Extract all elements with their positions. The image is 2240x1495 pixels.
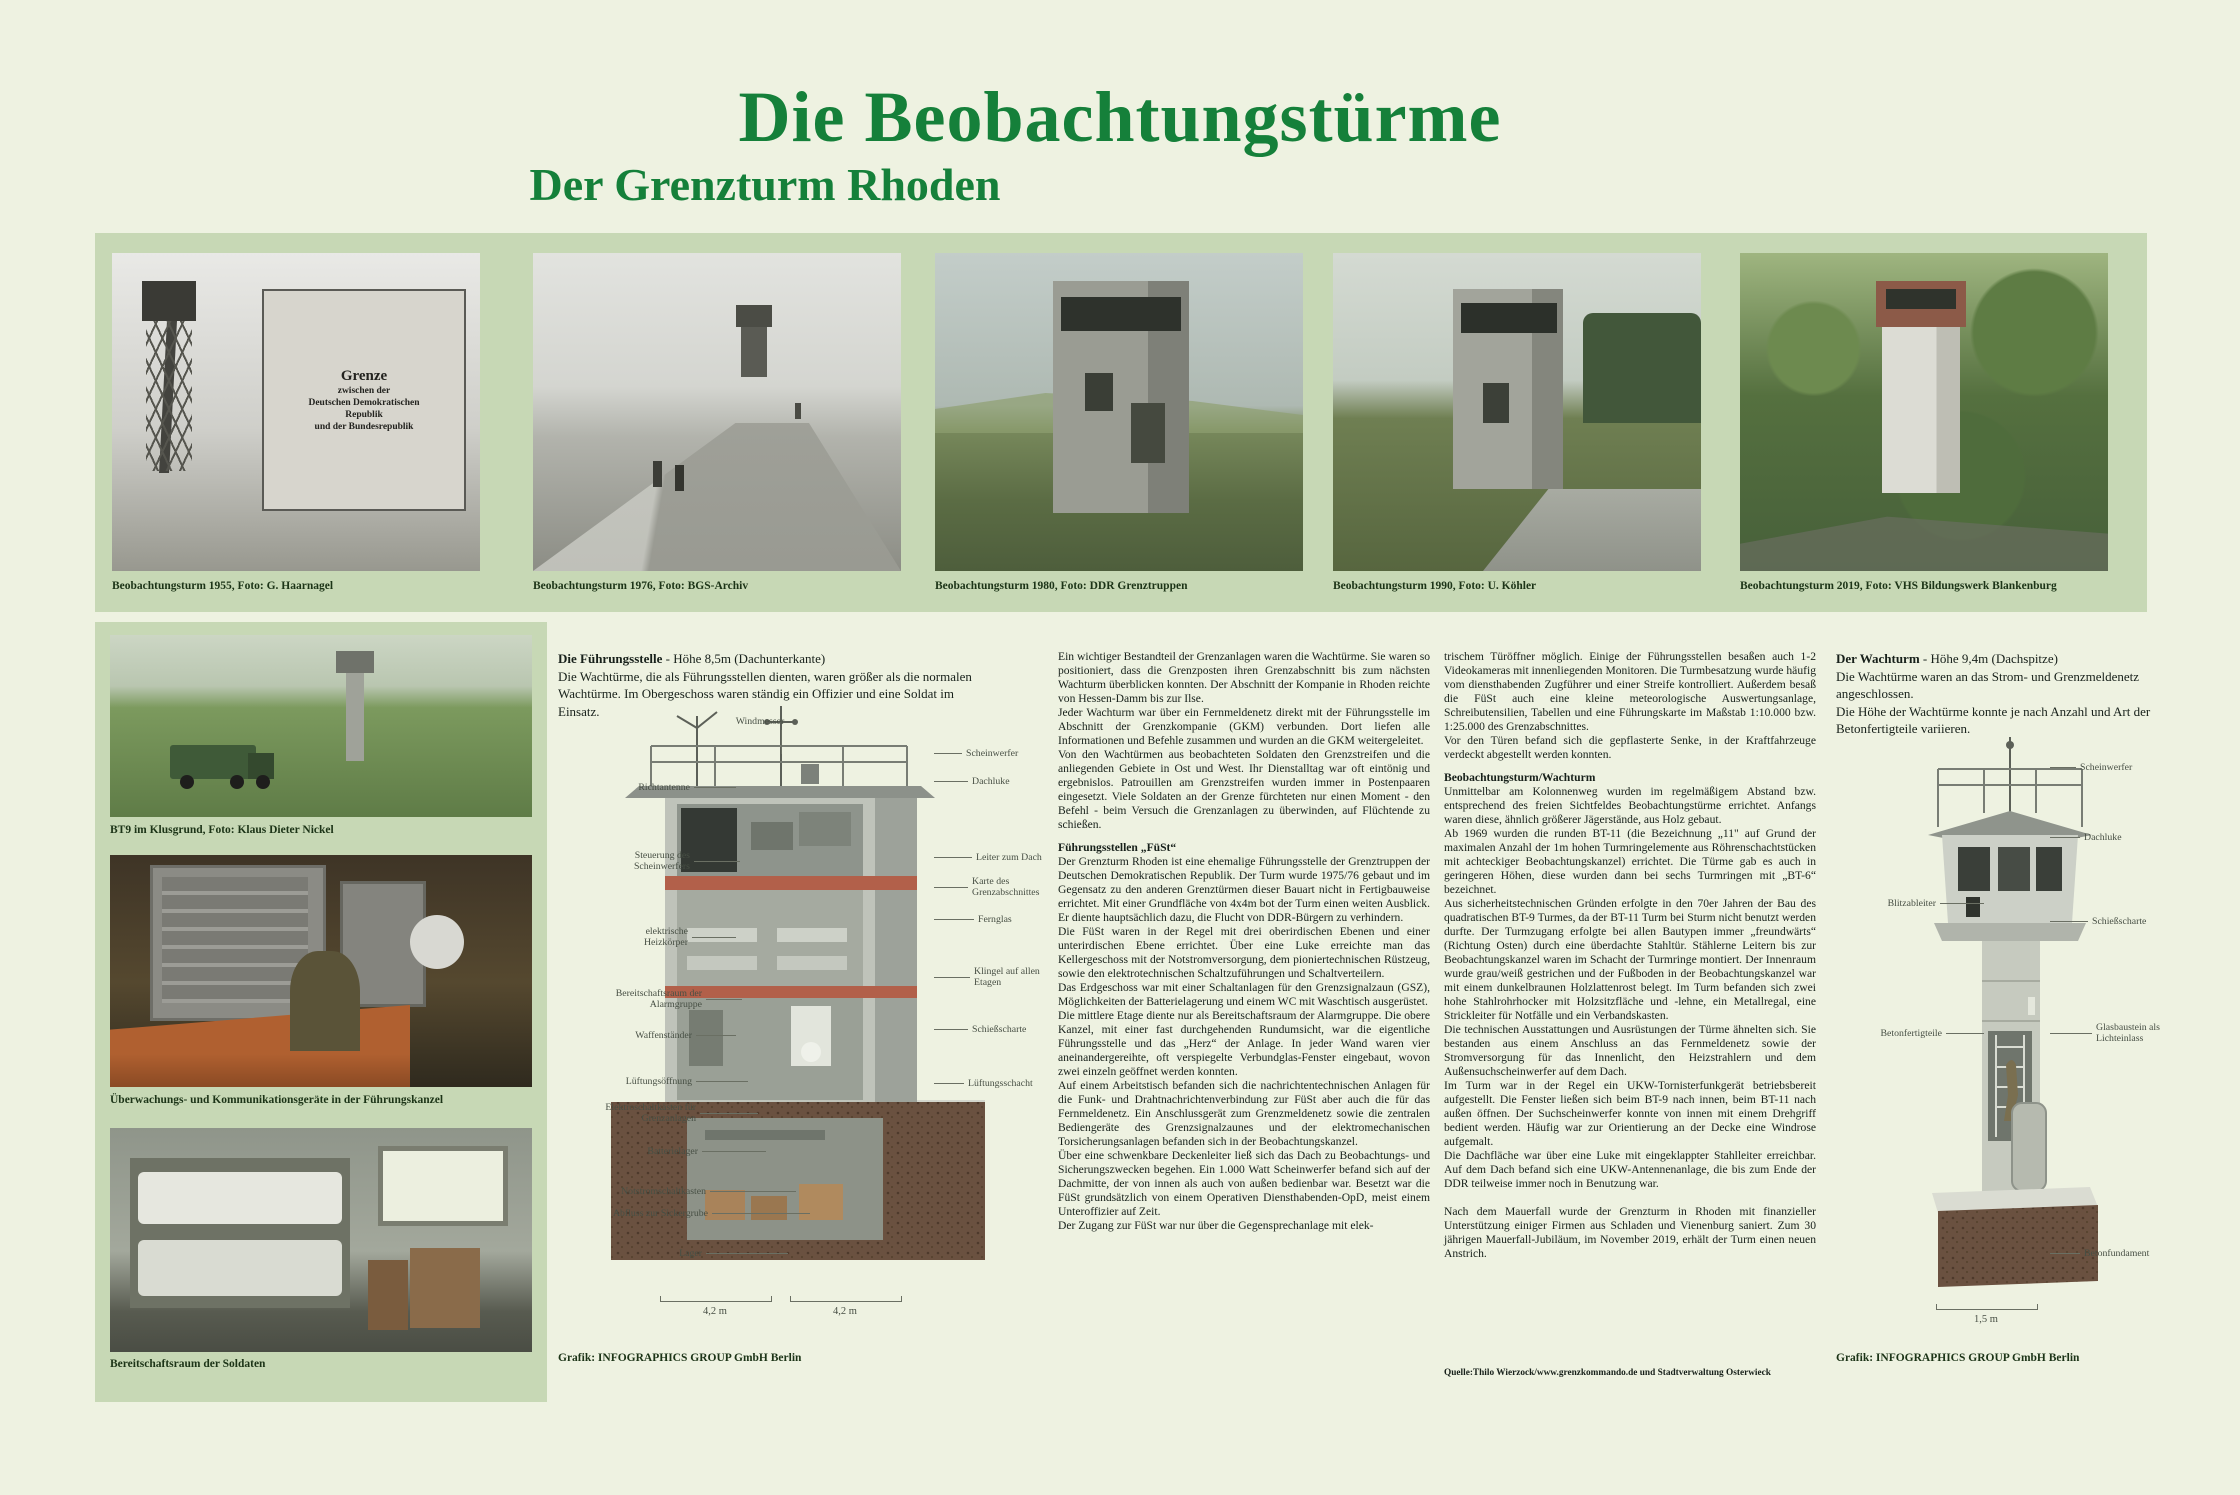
tower-cabin-silhouette: [142, 281, 196, 321]
border-sign: [262, 289, 466, 511]
tower-opening: [1483, 383, 1509, 423]
wooden-chair: [368, 1260, 408, 1330]
bunk-bedding-top: [138, 1172, 342, 1224]
photo-1955: [112, 253, 480, 571]
paragraph: Auf einem Arbeitstisch befanden sich die nachrichtentechnischen Anlagen für die Funk- und Drahtnachrichtenverbindung zur FüSt aber auch die für das Fernmeldenetz. Ein Anschlussgerät zum Grenzmeldenetz sowie die zentralen Bediengeräte des Grenzsignalzaunes und der elektromechanischen Torsicherungsanlagen befanden sich in der Beobachtungskanzel.: [1058, 1079, 1430, 1148]
source-line: Quelle:Thilo Wierzock/www.grenzkommando.de und Stadtverwaltung Osterwieck: [1444, 1368, 1771, 1378]
sign-line: Deutschen Demokratischen: [308, 397, 420, 408]
diagram-label-glasbaustein: Glasbaustein als Lichteinlass: [2046, 1022, 2216, 1044]
sign-line: Republik: [345, 409, 383, 420]
truck-wheel: [230, 775, 244, 789]
photo-1976: [533, 253, 901, 571]
patrol-path: [533, 423, 901, 571]
diagram-label-betonfundament: Betonfundament: [2046, 1248, 2196, 1259]
sign-line: zwischen der: [337, 385, 391, 396]
paragraph: Vor den Türen befand sich die gepflasterte Senke, in der Kraftfahrzeuge verdeckt abgestellt werden konnten.: [1444, 734, 1816, 761]
section-heading-fuest: Führungsstellen „FüSt“: [1058, 841, 1177, 854]
diagram-label-schiessscharte: Schießscharte: [930, 1024, 1090, 1035]
paragraph: Die Dachfläche war über eine Luke mit eingeklappter Stahlleiter erreichbar. Auf dem Dach befand sich eine UKW-Antennenanlage, die bis zum Ende der DDR teilweise immer noch in Benutzung war.: [1444, 1149, 1816, 1190]
tower-door: [1131, 403, 1165, 463]
soldier: [290, 951, 360, 1051]
diagram-label-dachluke-wt: Dachluke: [2046, 832, 2196, 843]
diagram-label-schiessscharte-wt: Schießscharte: [2046, 916, 2196, 927]
diagram-label-waffenstaender: Waffenständer: [556, 1030, 740, 1041]
dimension-bracket: [790, 1296, 902, 1302]
road: [1483, 489, 1701, 571]
paragraph: Von den Wachtürmen aus beobachteten Soldaten den Grenzstreifen und die anliegenden Gebiete in Ost und West. Ihr Dienstalltag war oft eintönig und ergebnislos. Patrouillen am Grenzstreifen wurden immer in Postenpaaren eingesetzt. Viele Soldaten an der Grenze fürchteten nur einen Moment - den Befehl - beim Versuch die Grenzanlagen zu überwinden, auf Flüchtende zu schießen.: [1058, 748, 1430, 831]
dimension-bracket: [660, 1296, 772, 1302]
leader-line: [781, 730, 782, 754]
paragraph: Nach dem Mauerfall wurde der Grenzturm in Rhoden mit finanzieller Unterstützung einiger Firmen aus Schladen und Vienenburg saniert. Zum 30 jährigen Mauerfall-Jubiläum, im November 2019, erhält der Turm einen neuen Anstrich.: [1444, 1205, 1816, 1260]
paragraph: Aus sicherheitstechnischen Gründen erfolgte in den 70er Jahren der Bau des quadratischen BT-9 Turmes, da der BT-11 Turm bei Sturm nicht benutzt werden durfte. Der Turmzugang erfolgte bei allen Bautypen immer „freundwärts“ (Richtung Osten) durch eine überdachte Stahltür. Stählerne Leitern bis zur Beobachtungskanzel waren im Schacht der Turmringe montiert. Der Innenraum wurde grau/weiß gestrichen und der Fußboden in der Beobachtungskanzel war mit einem dunkelbraunen Holzlattenrost belegt. Im Turm befanden sich zwei hohe Stahlrohrhocker mit Holzsitzfläche und -lehne, ein Metallregal, eine Strickleiter für Notfälle und ein Verbandskasten.: [1444, 897, 1816, 1022]
diagram-label-notstromschaltkasten: Notstromschaltkasten: [556, 1186, 800, 1197]
paragraph: Im Turm war in der Regel ein UKW-Tornisterfunkgerät betriebsbereit aufgestellt. Die Fenster ließen sich beim BT-9 nach innen, beim BT-11 nach außen öffnen. Der Suchscheinwerfer konnte von innen mit einem Drehgriff bedient werden. Häufig war zur Orientierung an der Decke eine Windrose aufgemalt.: [1444, 1079, 1816, 1148]
diagram-label-lueftungsschacht: Lüftungsschacht: [930, 1078, 1090, 1089]
tower-cabin-silhouette: [736, 305, 772, 327]
photo-caption: Überwachungs- und Kommunikationsgeräte in der Führungskanzel: [110, 1094, 444, 1106]
diagram-label-steuerung: Steuerung des Scheinwerfers: [556, 850, 744, 872]
diagram-label-leiter: Leiter zum Dach: [930, 852, 1090, 863]
wachturm-heading-suffix: - Höhe 9,4m (Dachspitze): [1919, 651, 2058, 666]
diagram-label-karte: Karte des Grenzabschnittes: [930, 876, 1100, 898]
diagram-label-lager: Lager: [556, 1248, 792, 1259]
equipment-modules: [162, 877, 308, 1003]
wachturm-intro-text-1: Die Wachtürme waren an das Strom- und Grenzmeldenetz angeschlossen.: [1836, 668, 2140, 701]
paragraph: Die mittlere Etage diente nur als Bereitschaftsraum der Alarmgruppe. Die obere Kanzel, mit einer fast durchgehenden Rundumsicht, war die eigentliche Führungsstelle und das „Herz“ der Anlage. In jeder Wand waren vier aneinandergereihte, oft verspiegelte Verbundglas-Fenster eingebaut, wovon zwei einzeln geöffnet werden konnten.: [1058, 1009, 1430, 1078]
diagram-label-klingel: Klingel auf allen Etagen: [930, 966, 1090, 988]
paragraph: Die technischen Ausstattungen und Ausrüstungen der Türme ähnelten sich. Sie bestanden aus einem Anschluss an das Fernmeldenetz sowie der Stromversorgung für das Innenlicht, den Heizstrahlern und dem Außensuchscheinwerfer auf dem Dach.: [1444, 1023, 1816, 1078]
photo-1990: [1333, 253, 1701, 571]
page-subtitle: Der Grenzturm Rhoden: [529, 159, 1001, 210]
text-column-2: [1444, 650, 1816, 1261]
photo-caption: Beobachtungsturm 1980, Foto: DDR Grenztruppen: [935, 580, 1188, 592]
dimension-label: 4,2 m: [833, 1306, 857, 1317]
photo-caption: Beobachtungsturm 1990, Foto: U. Köhler: [1333, 580, 1537, 592]
tower-windows: [1061, 297, 1181, 331]
diagram-label-heizkoerper: elektrische Heizkörper: [556, 926, 740, 948]
paragraph: trischem Türöffner möglich. Einige der Führungsstellen besaßen auch 1-2 Videokameras mit innenliegenden Monitoren. Die Turmbesatzung wurde häufig vom diensthabenden Zugführer und einer Streife kontrolliert. Außerdem besaß die FüSt auch eine kleine meteorologische Auswertungsanlage, Schreibutensilien, Tabellen und eine Führungskarte im Maßstab 1:10.000 bzw. 1:25.000 des Grenzabschnittes.: [1444, 650, 1816, 733]
fuehrungsstelle-intro-text: Die Wachtürme, die als Führungsstellen dienten, waren größer als die normalen Wachtürme. Im Obergeschoss waren ständig ein Offizier und eine Soldat im Einsatz.: [558, 668, 972, 719]
figure: [795, 403, 801, 419]
diagram-label-windmesser: Windmesser: [735, 716, 785, 727]
fuehrungsstelle-heading-suffix: - Höhe 8,5m (Dachunterkante): [662, 651, 826, 666]
wachturm-intro: [1836, 650, 2176, 738]
diagram-label-betonfertigteile: Betonfertigteile: [1788, 1028, 1988, 1039]
tower-windows: [1461, 303, 1557, 333]
diagram-label-bereitschaftsraum: Bereitschaftsraum der Alarmgruppe: [556, 988, 746, 1010]
figure: [653, 461, 662, 487]
paragraph: Unmittelbar am Kolonnenweg wurden im regelmäßigem Abstand bzw. entsprechend des freien Sichtfeldes Beobachtungstürme errichtet. Anfangs waren diese, ähnlich größerer Jägerstände, aus Holz gebaut.: [1444, 785, 1816, 826]
diagram-label-abfluss: Abfluss zur Sickergrube: [556, 1208, 814, 1219]
tower-opening: [1085, 373, 1113, 411]
paragraph: Der Grenzturm Rhoden ist eine ehemalige Führungsstelle der Grenztruppen der Deutschen Demokratischen Republik. Der Turm wurde 1975/76 gebaut und im Gegensatz zu den anderen Grenztürmen dieser Bauart nicht in Fertigbauweise errichtet. Mit einer Grundfläche von 4x4m bot der Turm einen weiten Ausblick. Er diente hauptsächlich dazu, die Flucht von DDR-Bürgern zu verhindern.: [1058, 855, 1430, 924]
trees: [1583, 313, 1701, 423]
diagram-label-batterielager: Batterielager: [556, 1146, 770, 1157]
tower-lattice: [146, 321, 192, 471]
diagram-label-blitzableiter: Blitzableiter: [1788, 898, 1988, 909]
dimension-label: 4,2 m: [703, 1306, 727, 1317]
figure: [675, 465, 684, 491]
tower-cabin: [336, 651, 374, 673]
diagram-credit: Grafik: INFOGRAPHICS GROUP GmbH Berlin: [558, 1352, 802, 1364]
paragraph: Ab 1969 wurden die runden BT-11 (die Bezeichnung „11" auf Grund der maximalen Anzahl der 1m hohen Turmringelemente aus Röhrenschachtstücken mit achteckiger Beobachtungskanzel) errichtet. Die Türme gab es auch in geringeren Höhen, diese wurden dann bei sechs Turmringen mit „BT-6“ bezeichnet.: [1444, 827, 1816, 896]
fan: [410, 915, 464, 969]
paragraph: Jeder Wachturm war über ein Fernmeldenetz direkt mit der Führungsstelle im Abschnitt der Grenzkompanie (GKM) verbunden. Dort liefen alle Informationen und Befehle zusammen und wurden an die GKM weitergeleitet.: [1058, 706, 1430, 747]
paragraph: Über eine schwenkbare Deckenleiter ließ sich das Dach zu Beobachtungs- und Sicherungszwecken begehen. Ein 1.000 Watt Scheinwerfer befand sich auf der Dachmitte, der von innen als auch von außen bedienbar war. Besetzt war die FüSt grundsätzlich von einem Operativen Diensthabenden-OpD, meist einem Unteroffizier auf Zeit.: [1058, 1149, 1430, 1218]
photo-fuehrungskanzel-interior: [110, 855, 532, 1087]
dimension-bracket: [1936, 1304, 2038, 1310]
diagram-label-fernglas: Fernglas: [930, 914, 1080, 925]
wooden-table: [410, 1248, 480, 1328]
diagram-label-elektroschaltkaesten: Elektroschaltkästen für Grenzanlagen: [556, 1102, 762, 1124]
dimension-label: 1,5 m: [1974, 1314, 1998, 1325]
photo-caption: Beobachtungsturm 2019, Foto: VHS Bildungswerk Blankenburg: [1740, 580, 2057, 592]
paragraph: Ein wichtiger Bestandteil der Grenzanlagen waren die Wachtürme. Sie waren so positioniert, dass die Grenzposten ihren Grenzabschnitt bis zum nächsten Wachturm überblicken konnten. Der Abschnitt der Kompanie in Rhoden reichte von Hessen-Damm bis zur Ilse.: [1058, 650, 1430, 705]
paragraph: Das Erdgeschoss war mit einer Schaltanlagen für den Grenzsignalzaun (GSZ), Möglichkeiten der Batterielagerung und einem WC mit Waschtisch ausgerüstet.: [1058, 981, 1430, 1008]
photo-caption: Beobachtungsturm 1955, Foto: G. Haarnagel: [112, 580, 334, 592]
photo-caption: Beobachtungsturm 1976, Foto: BGS-Archiv: [533, 580, 749, 592]
diagram-label-scheinwerfer: Scheinwerfer: [930, 748, 1080, 759]
photo-bt9-klusgrund: [110, 635, 532, 817]
section-heading-beobachtungsturm: Beobachtungsturm/Wachturm: [1444, 771, 1596, 784]
paragraph: Die FüSt waren in der Regel mit drei oberirdischen Ebenen und einer unterirdischen Ebene errichtet. Über eine Luke erreichte man das Kellergeschoss mit der Notstromversorgung, dem pioniertechnischen Rüstzeug, sowie den elektrotechnischen Schaltzuführungen und Schaltverteilern.: [1058, 925, 1430, 980]
photo-2019: [1740, 253, 2108, 571]
tower-shaft: [346, 665, 364, 761]
photo-caption: Bereitschaftsraum der Soldaten: [110, 1358, 266, 1370]
truck-wheel: [180, 775, 194, 789]
photo-1980: [935, 253, 1303, 571]
truck-body: [170, 745, 256, 779]
paragraph: Der Zugang zur FüSt war nur über die Gegensprechanlage mit elek-: [1058, 1219, 1374, 1232]
window: [378, 1146, 508, 1226]
wall-ruin: [1740, 503, 2108, 571]
page-title: Die Beobachtungstürme: [738, 77, 1502, 157]
photo-caption: BT9 im Klusgrund, Foto: Klaus Dieter Nickel: [110, 824, 334, 836]
diagram-label-dachluke: Dachluke: [930, 776, 1080, 787]
bunk-bedding-bottom: [138, 1240, 342, 1296]
photo-bereitschaftsraum: [110, 1128, 532, 1352]
sign-line: und der Bundesrepublik: [314, 421, 414, 432]
tower-windows: [1886, 289, 1956, 309]
truck-wheel: [256, 775, 270, 789]
text-column-1: [1058, 650, 1430, 1233]
sign-line: Grenze: [340, 367, 388, 384]
diagram-credit: Grafik: INFOGRAPHICS GROUP GmbH Berlin: [1836, 1352, 2080, 1364]
diagram-label-lueftungsoeffnung: Lüftungsöffnung: [556, 1076, 752, 1087]
wachturm-heading: Der Wachturm: [1836, 651, 1920, 666]
diagram-label-richtantenne: Richtantenne: [556, 782, 740, 793]
wachturm-intro-text-2: Die Höhe der Wachtürme konnte je nach Anzahl und Art der Betonfertigteile variieren.: [1836, 703, 2151, 736]
diagram-label-scheinwerfer-wt: Scheinwerfer: [2046, 762, 2196, 773]
fuehrungsstelle-heading: Die Führungsstelle: [558, 651, 663, 666]
